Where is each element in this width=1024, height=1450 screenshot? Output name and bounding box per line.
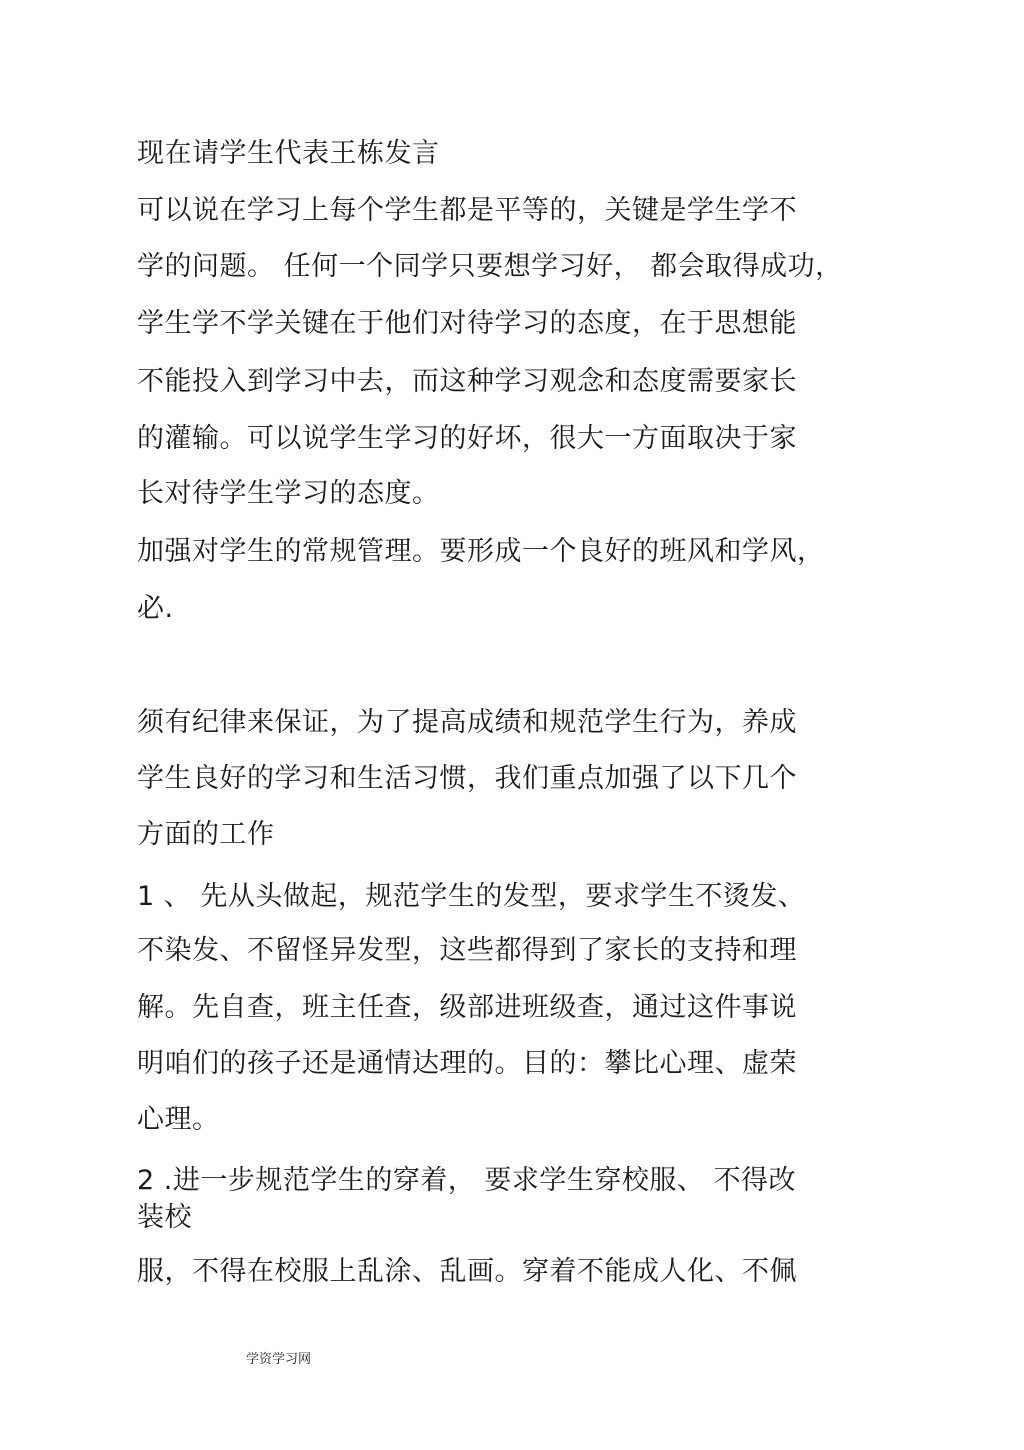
page-footer: 学资学习网 [246, 1352, 312, 1367]
text-line: 必. [137, 593, 174, 624]
text-line: 方面的工作 [137, 819, 275, 850]
text-line: 服，不得在校服上乱涂、乱画。穿着不能成人化、不佩 [137, 1256, 797, 1287]
text-line: 不能投入到学习中去，而这种学习观念和态度需要家长 [137, 366, 797, 397]
list-item-line: 1 、 先从头做起，规范学生的发型，要求学生不烫发、 [137, 881, 806, 912]
text-line: 学生学不学关键在于他们对待学习的态度，在于思想能 [137, 308, 797, 339]
text-line: 解。先自查，班主任查，级部进班级查，通过这件事说 [137, 992, 797, 1023]
text-line: 现在请学生代表王栋发言 [137, 138, 440, 169]
list-item-line: 2 .进一步规范学生的穿着， 要求学生穿校服、 不得改 [137, 1165, 797, 1196]
text-line: 须有纪律来保证，为了提高成绩和规范学生行为，养成 [137, 707, 797, 738]
text-line: 不染发、不留怪异发型，这些都得到了家长的支持和理 [137, 935, 797, 966]
text-line: 可以说在学习上每个学生都是平等的，关键是学生学不 [137, 195, 797, 226]
text-line: 学生良好的学习和生活习惯，我们重点加强了以下几个 [137, 763, 797, 794]
text-line: 明咱们的孩子还是通情达理的。目的：攀比心理、虚荣 [137, 1048, 797, 1079]
text-line: 心理。 [137, 1104, 220, 1135]
text-line: 加强对学生的常规管理。要形成一个良好的班风和学风， [137, 536, 825, 567]
text-line: 学的问题。 任何一个同学只要想学习好， 都会取得成功， [137, 251, 843, 282]
text-line: 的灌输。可以说学生学习的好坏，很大一方面取决于家 [137, 423, 797, 454]
text-line: 装校 [137, 1202, 192, 1233]
text-line: 长对待学生学习的态度。 [137, 478, 440, 509]
